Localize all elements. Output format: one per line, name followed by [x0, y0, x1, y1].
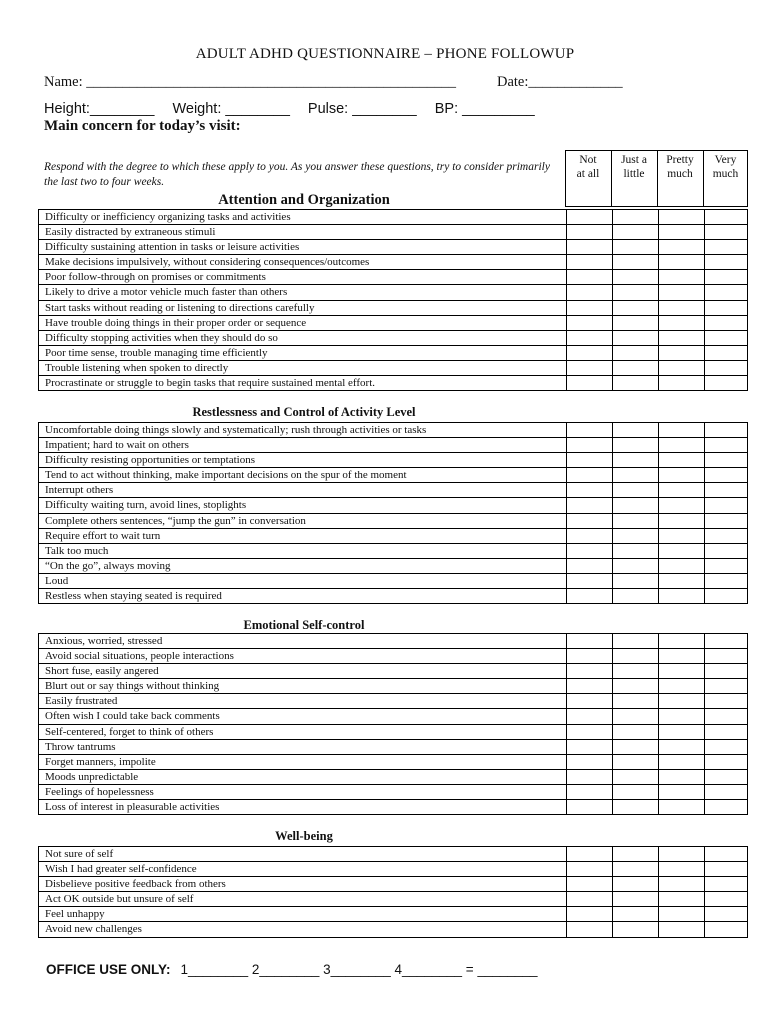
table-row[interactable]	[39, 922, 747, 937]
item-label: “On the go”, always moving	[45, 559, 171, 572]
grid-divider	[612, 210, 613, 391]
name-field[interactable]: Name: ___________________________________________________	[44, 74, 457, 90]
table-row[interactable]	[39, 514, 747, 529]
weight-field[interactable]: Weight: ________	[172, 101, 290, 117]
table-row[interactable]	[39, 453, 747, 468]
item-label: Easily frustrated	[45, 695, 118, 708]
office-score-fields[interactable]: 1________ 2________ 3________ 4________ = ________	[180, 962, 538, 977]
section-title: Attention and Organization	[218, 192, 390, 208]
table-row[interactable]	[39, 694, 747, 709]
item-label: Procrastinate or struggle to begin tasks that require sustained mental effort.	[45, 377, 376, 390]
table-row[interactable]	[39, 255, 747, 270]
rating-column-header-line: at all	[576, 168, 600, 180]
item-label: Uncomfortable doing things slowly and systematically; rush through activities or tasks	[45, 424, 427, 436]
instructions-text: Respond with the degree to which these apply to you. As you answer these questions, try to consider primarily the last two to four weeks.	[44, 161, 550, 188]
table-row[interactable]	[39, 346, 747, 361]
table-row[interactable]	[39, 316, 747, 331]
table-row[interactable]	[39, 755, 747, 770]
item-label: Likely to drive a motor vehicle much faster than others	[45, 286, 288, 299]
section-table	[38, 846, 748, 938]
item-label: Restless when staying seated is required	[45, 590, 222, 603]
item-label: Talk too much	[45, 544, 109, 557]
item-label: Loss of interest in pleasurable activities	[45, 801, 220, 814]
table-row[interactable]	[39, 679, 747, 694]
rating-column-header	[565, 150, 611, 207]
rating-column-header-line: much	[667, 168, 693, 180]
table-row[interactable]	[39, 770, 747, 785]
item-label: Difficulty waiting turn, avoid lines, stoplights	[45, 499, 247, 512]
table-row[interactable]	[39, 270, 747, 285]
grid-divider	[704, 847, 705, 938]
pulse-field[interactable]: Pulse: ________	[307, 101, 417, 117]
rating-column-header	[703, 150, 748, 207]
table-row[interactable]	[39, 559, 747, 574]
section-title: Well-being	[275, 829, 333, 843]
table-row[interactable]	[39, 740, 747, 755]
grid-divider	[612, 634, 613, 815]
item-label: Start tasks without reading or listening to directions carefully	[45, 301, 315, 314]
rating-column-header-line: Pretty	[666, 154, 694, 166]
rating-column-header-line: much	[712, 168, 739, 180]
table-row[interactable]	[39, 725, 747, 740]
table-row[interactable]	[39, 892, 747, 907]
grid-divider	[658, 634, 659, 815]
item-label: Anxious, worried, stressed	[45, 635, 163, 647]
table-row[interactable]	[39, 331, 747, 346]
item-label: Loud	[45, 574, 69, 587]
main-concern-label: Main concern for today’s visit:	[44, 118, 241, 134]
item-label: Complete others sentences, “jump the gun” in conversation	[45, 514, 306, 527]
item-label: Feelings of hopelessness	[45, 785, 154, 798]
item-label: Moods unpredictable	[45, 770, 139, 783]
office-use-line	[46, 962, 538, 977]
table-row[interactable]	[39, 574, 747, 589]
item-label: Blurt out or say things without thinking	[45, 680, 220, 693]
vitals-row	[44, 101, 553, 117]
rating-column-header-line: Not	[579, 154, 597, 166]
item-label: Often wish I could take back comments	[45, 710, 220, 723]
item-label: Trouble listening when spoken to directly	[45, 361, 229, 374]
item-label: Poor time sense, trouble managing time efficiently	[45, 346, 268, 359]
item-label: Disbelieve positive feedback from others	[45, 878, 226, 891]
item-label: Avoid social situations, people interactions	[45, 650, 234, 663]
item-label: Difficulty stopping activities when they should do so	[45, 331, 278, 344]
table-row[interactable]	[39, 529, 747, 544]
date-field[interactable]: Date:_____________	[497, 74, 623, 90]
grid-divider	[704, 210, 705, 391]
table-row[interactable]	[39, 907, 747, 922]
table-row[interactable]	[39, 301, 747, 316]
table-row[interactable]	[39, 498, 747, 513]
rating-column-header	[657, 150, 703, 207]
section-table	[38, 633, 748, 815]
bp-field[interactable]: BP: _________	[434, 101, 535, 117]
section-table	[38, 422, 748, 604]
grid-divider	[566, 210, 567, 391]
rating-column-header-line: Very	[714, 154, 737, 166]
table-row[interactable]	[39, 544, 747, 559]
item-label: Self-centered, forget to think of others	[45, 725, 214, 738]
grid-divider	[566, 423, 567, 604]
form-title: ADULT ADHD QUESTIONNAIRE – PHONE FOLLOWUP	[195, 46, 575, 62]
item-label: Feel unhappy	[45, 908, 105, 921]
grid-divider	[566, 847, 567, 938]
section-table	[38, 209, 748, 391]
table-row[interactable]	[39, 800, 747, 815]
table-row[interactable]	[39, 483, 747, 498]
item-label: Difficulty resisting opportunities or temptations	[45, 454, 255, 467]
table-row[interactable]	[39, 664, 747, 679]
table-row[interactable]	[39, 589, 747, 604]
item-label: Tend to act without thinking, make important decisions on the spur of the moment	[45, 469, 407, 482]
item-label: Wish I had greater self-confidence	[45, 863, 197, 876]
item-label: Make decisions impulsively, without considering consequences/outcomes	[45, 256, 370, 269]
item-label: Forget manners, impolite	[45, 755, 156, 768]
grid-divider	[658, 847, 659, 938]
section-title: Restlessness and Control of Activity Level	[192, 405, 416, 419]
table-row[interactable]	[39, 210, 747, 225]
grid-divider	[566, 634, 567, 815]
section-title: Emotional Self-control	[243, 618, 365, 632]
item-label: Have trouble doing things in their proper order or sequence	[45, 316, 307, 329]
item-label: Difficulty sustaining attention in tasks or leisure activities	[45, 241, 300, 254]
table-row[interactable]	[39, 877, 747, 892]
table-row[interactable]	[39, 423, 747, 438]
item-label: Throw tantrums	[45, 740, 116, 753]
item-label: Avoid new challenges	[45, 923, 142, 936]
item-label: Impatient; hard to wait on others	[45, 439, 189, 452]
rating-column-header-line: Just a	[621, 154, 647, 166]
item-label: Require effort to wait turn	[45, 529, 161, 542]
grid-divider	[704, 634, 705, 815]
grid-divider	[658, 423, 659, 604]
table-row[interactable]	[39, 468, 747, 483]
table-row[interactable]	[39, 847, 747, 862]
table-row[interactable]	[39, 376, 747, 391]
table-row[interactable]	[39, 709, 747, 724]
grid-divider	[612, 423, 613, 604]
grid-divider	[658, 210, 659, 391]
table-row[interactable]	[39, 361, 747, 376]
table-row[interactable]	[39, 634, 747, 649]
item-label: Not sure of self	[45, 848, 114, 860]
table-row[interactable]	[39, 240, 747, 255]
table-row[interactable]	[39, 862, 747, 877]
item-label: Easily distracted by extraneous stimuli	[45, 226, 216, 239]
table-row[interactable]	[39, 285, 747, 300]
item-label: Difficulty or inefficiency organizing tasks and activities	[45, 211, 291, 223]
item-label: Interrupt others	[45, 484, 114, 497]
table-row[interactable]	[39, 225, 747, 240]
grid-divider	[704, 423, 705, 604]
rating-column-header-line: little	[623, 168, 645, 180]
rating-column-header	[611, 150, 657, 207]
table-row[interactable]	[39, 785, 747, 800]
office-use-label: OFFICE USE ONLY:	[46, 962, 171, 977]
grid-divider	[612, 847, 613, 938]
table-row[interactable]	[39, 649, 747, 664]
item-label: Short fuse, easily angered	[45, 665, 159, 678]
item-label: Act OK outside but unsure of self	[45, 893, 194, 906]
height-field[interactable]: Height:________	[44, 101, 155, 117]
table-row[interactable]	[39, 438, 747, 453]
item-label: Poor follow-through on promises or commitments	[45, 271, 266, 284]
